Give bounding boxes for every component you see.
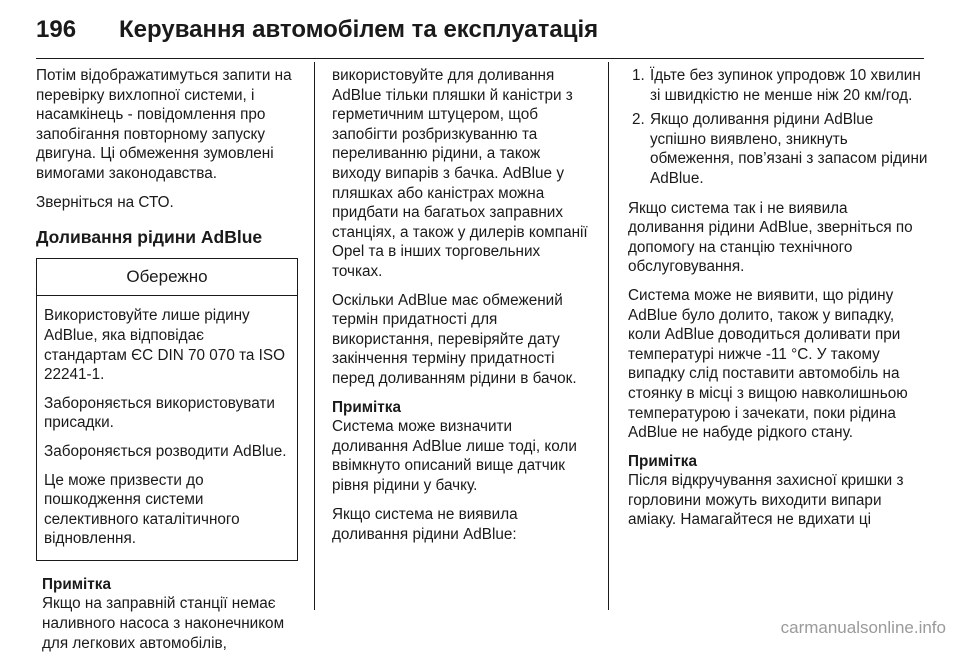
paragraph: Потім відображатимуться запити на перевірку вихлопної системи, і насамкінець - повідомлення про запобігання повторному запуску двигуна. Ці обмеження зумовлені вимогами законодавства. (36, 67, 292, 182)
watermark: carmanualsonline.info (780, 618, 946, 637)
caution-paragraph: Використовуйте лише рідину AdBlue, яка відповідає стандартам ЄС DIN 70 070 та ISO 22241-1. (44, 307, 286, 384)
list-item (628, 110, 928, 188)
steps-list (628, 66, 928, 189)
paragraph: використовуйте для доливання AdBlue тільки пляшки й каністри з герметичним штуцером, щоб запобігти розбризкуванню та переливанню рідини, а також виходу випарів з бачка. AdBlue у пляшках або каністрах можна придбати на багатьох заправних станціях, а також у дилерів компанії Opel та в інших торговельних точках. (332, 67, 588, 280)
chapter-title: Керування автомобілем та експлуатація (119, 16, 599, 43)
note-text: Система може визначити доливання AdBlue лише тоді, коли ввімкнуто описаний вище датчик рівня рідини у бачку. (332, 418, 577, 494)
caution-box (36, 258, 298, 561)
column-2 (332, 66, 590, 554)
caution-title: Обережно (37, 259, 297, 297)
list-item (628, 66, 928, 105)
step-text: Їдьте без зупинок упродовж 10 хвилин зі швидкістю не менше ніж 20 км/год. (650, 67, 921, 104)
page-number: 196 (36, 16, 77, 43)
note-text: Після відкручування захисної кришки з горловини можуть виходити випари аміаку. Намагайтеся не вдихати ці (628, 472, 904, 529)
column-3 (628, 66, 928, 540)
paragraph: Якщо система не виявила доливання рідини AdBlue: (332, 506, 518, 544)
paragraph: Зверніться на СТО. (36, 193, 174, 211)
column-1 (36, 66, 298, 663)
caution-body (37, 296, 297, 560)
note-text: Якщо на заправній станції немає наливного насоса з наконечником для легкових автомобілів, (42, 595, 285, 652)
note-title: Примітка (628, 452, 697, 470)
column-divider-right (608, 62, 609, 610)
section-heading: Доливання рідини AdBlue (36, 227, 263, 248)
paragraph: Оскільки AdBlue має обмежений термін придатності для використання, перевіряйте дату закінчення терміну придатності перед доливанням рідини в бачок. (332, 291, 577, 387)
note (628, 452, 928, 530)
note-title: Примітка (42, 575, 111, 593)
caution-paragraph: Забороняється використовувати присадки. (44, 394, 275, 432)
note-title: Примітка (332, 398, 401, 416)
step-text: Якщо доливання рідини AdBlue успішно виявлено, зникнуть обмеження, пов’язані з запасом рідини AdBlue. (650, 111, 928, 187)
step-number: 1. (632, 67, 645, 84)
note (332, 398, 590, 496)
note (36, 575, 298, 653)
caution-paragraph: Це може призвести до пошкодження системи селективного каталітичного відновлення. (44, 471, 240, 548)
step-number: 2. (632, 111, 645, 129)
column-divider-left (314, 62, 315, 610)
page-header (36, 16, 924, 59)
paragraph: Якщо система так і не виявила доливання рідини AdBlue, зверніться по допомогу на станцію технічного обслуговування. (628, 199, 913, 276)
paragraph: Система може не виявити, що рідину AdBlue було долито, також у випадку, коли AdBlue доводиться доливати при температурі нижче -11 °C. У такому випадку слід поставити автомобіль на стоянку в місці з вищою навколишньою температурою і зачекати, поки рідина AdBlue не набуде рідкого стану. (628, 286, 908, 442)
caution-paragraph: Забороняється розводити AdBlue. (44, 442, 287, 460)
